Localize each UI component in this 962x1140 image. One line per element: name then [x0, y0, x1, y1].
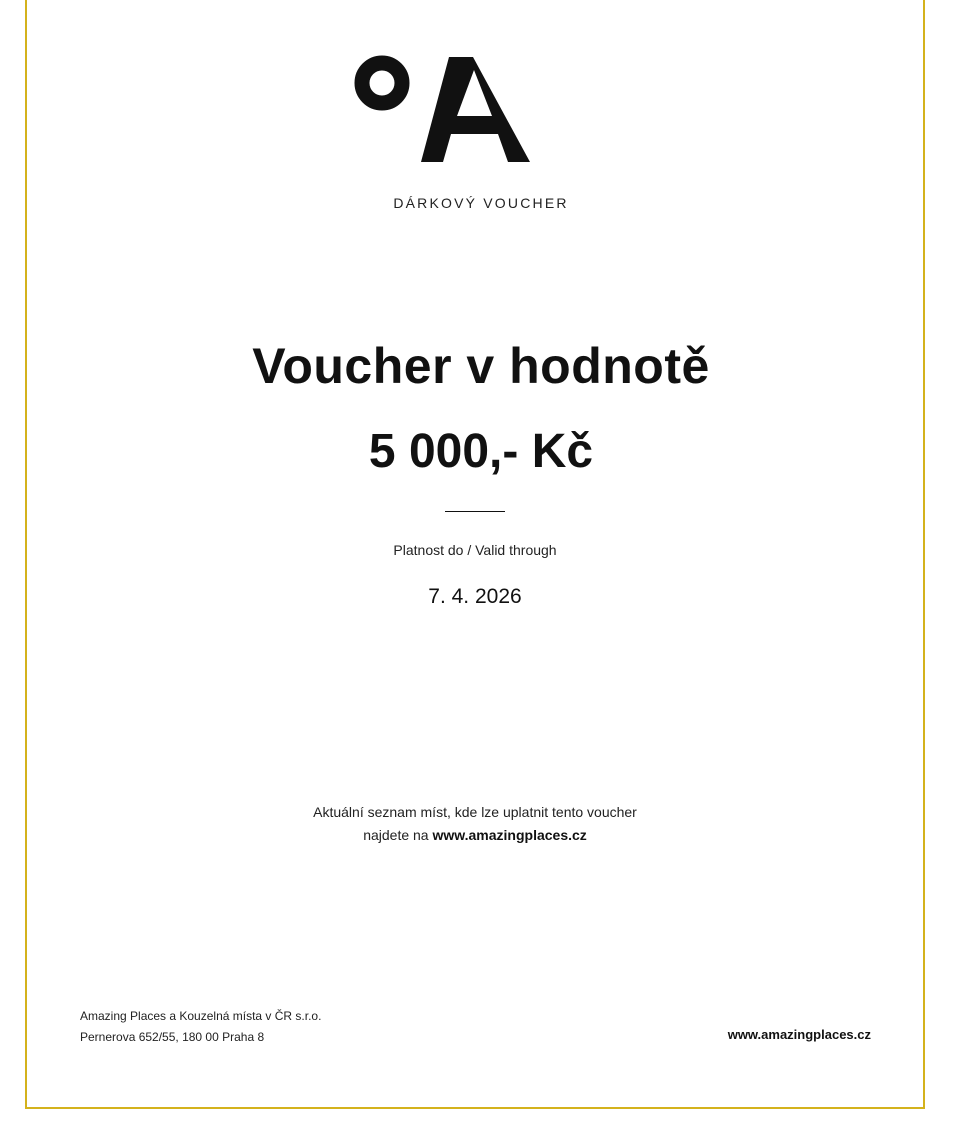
redemption-info-prefix: najdete na: [363, 827, 433, 843]
redemption-info-link[interactable]: www.amazingplaces.cz: [432, 827, 587, 843]
voucher-amount: 5 000,- Kč: [368, 425, 594, 478]
valid-through-label: Platnost do / Valid through: [393, 542, 557, 558]
company-name: Amazing Places a Kouzelná místa v ČR s.r.o.: [80, 1009, 322, 1023]
company-info: [80, 1006, 321, 1048]
footer-website-link[interactable]: www.amazingplaces.cz: [727, 1027, 871, 1042]
degree-a-logo: [353, 54, 535, 166]
company-address: Pernerova 652/55, 180 00 Praha 8: [80, 1030, 265, 1044]
redemption-info-line1: Aktuální seznam míst, kde lze uplatnit tento voucher: [313, 804, 637, 820]
voucher-subtitle: DÁRKOVÝ VOUCHER: [393, 195, 569, 211]
divider: [445, 511, 505, 512]
valid-through-date: 7. 4. 2026: [428, 585, 522, 608]
voucher-headline: Voucher v hodnotě: [252, 338, 710, 394]
redemption-info-line2: [0, 824, 950, 847]
redemption-info: [0, 801, 950, 847]
